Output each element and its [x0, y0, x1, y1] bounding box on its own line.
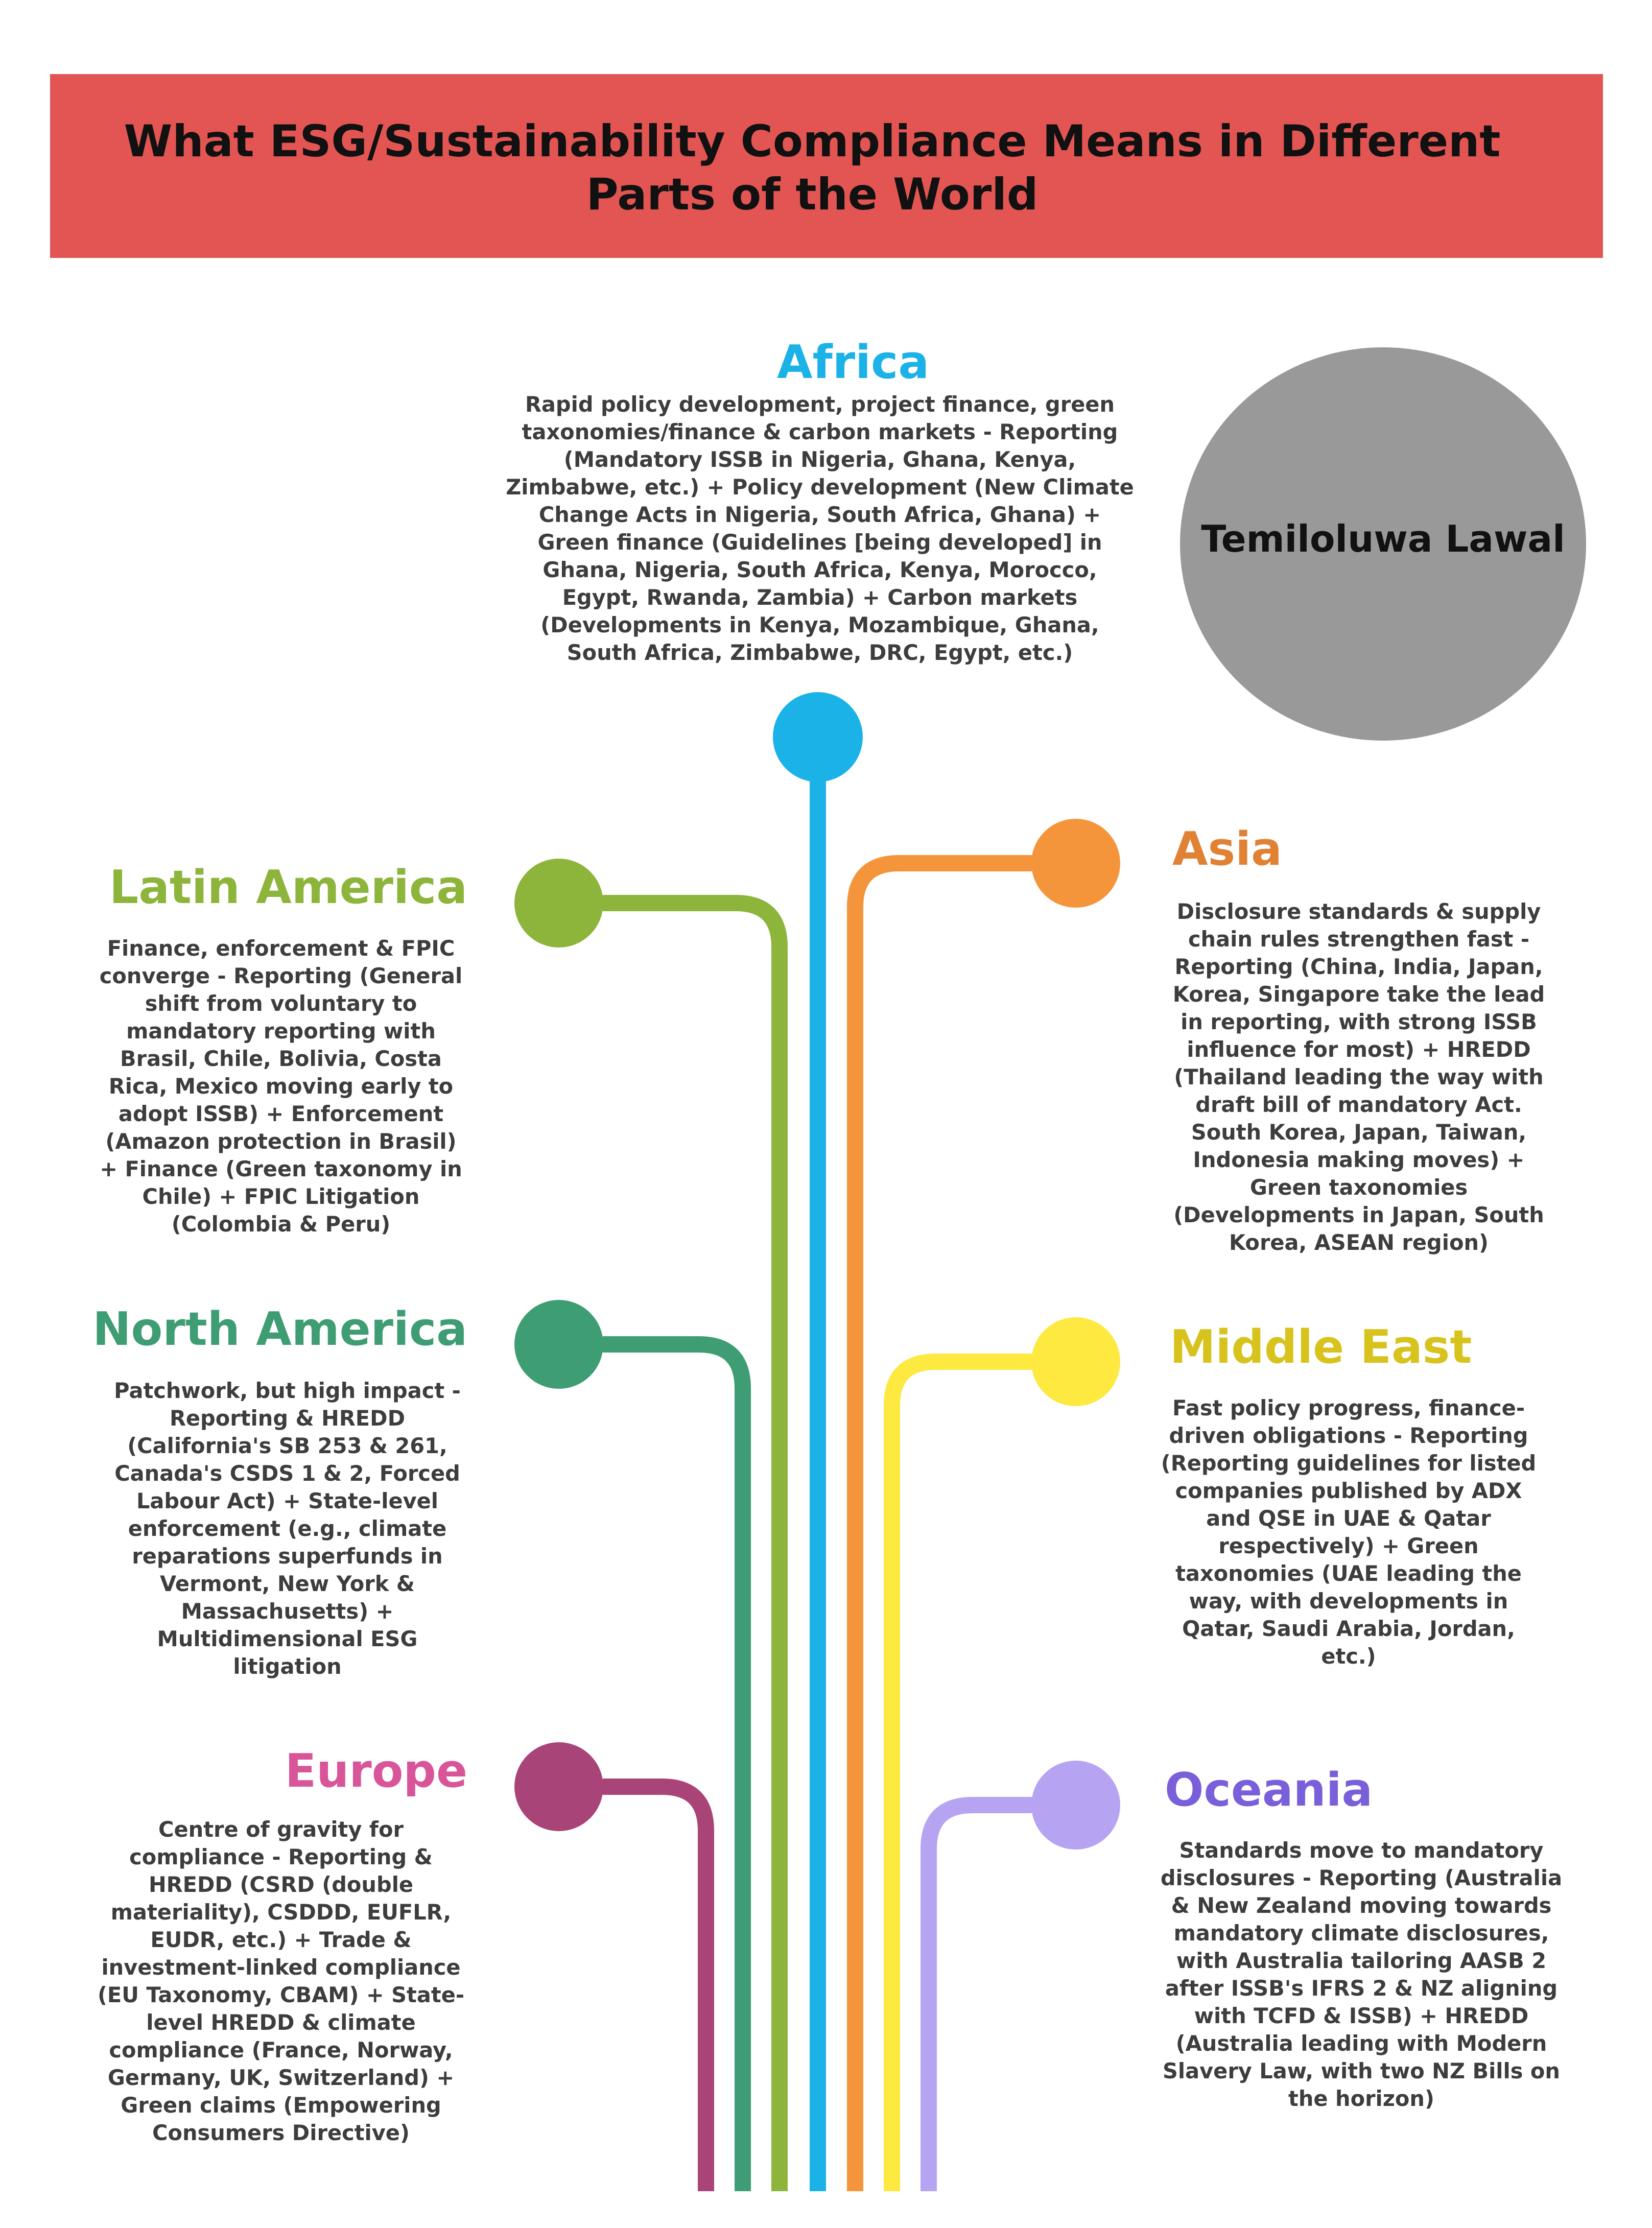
middle-east-description: Fast policy progress, finance-driven obligations - Reporting (Reporting guidelines for listed companies published by ADX and QSE in UAE & Qatar respectively) + Green taxonomies (UAE leading the way, with developments in Qatar, Saudi Arabia, Jordan, etc.)	[1161, 1395, 1537, 1669]
latin-america-branch	[603, 903, 780, 2191]
author-name: Temiloluwa Lawal	[1201, 517, 1565, 560]
europe-branch	[603, 1787, 706, 2191]
africa-title: Africa	[776, 336, 930, 389]
latin-america-description: Finance, enforcement & FPIC converge - Reporting (General shift from voluntary to mandatory reporting with Brasil, Chile, Bolivia, Costa Rica, Mexico moving early to adopt ISSB) + Enforcement (Amazon protection in Brasil) + Finance (Green taxonomy in Chile) + FPIC Litigation (Colombia & Peru)	[99, 936, 463, 1237]
north-america-node	[514, 1300, 603, 1389]
europe-node	[514, 1742, 603, 1831]
asia-title: Asia	[1172, 822, 1282, 876]
north-america-description: Patchwork, but high impact - Reporting & HREDD (California's SB 253 & 261, Canada's CSDS 1 & 2, Forced Labour Act) + State-level enforcement (e.g., climate reparations superfunds in Vermont, New York & Massachusetts) + Multidimensional ESG litigation	[114, 1378, 461, 1679]
asia-node	[1031, 819, 1120, 908]
asia-branch	[855, 863, 1032, 2191]
north-america-branch	[603, 1344, 743, 2191]
latin-america-node	[514, 859, 603, 947]
middle-east-branch	[892, 1362, 1032, 2191]
oceania-title: Oceania	[1165, 1763, 1373, 1817]
africa-node	[773, 692, 863, 782]
europe-description: Centre of gravity for compliance - Reporting & HREDD (CSRD (double materiality), CSDDD, EUFLR, EUDR, etc.) + Trade & investment-linked compliance (EU Taxonomy, CBAM) + State-level HREDD & climate compliance (France, Norway, Germany, UK, Switzerland) + Green claims (Empowering Consumers Directive)	[97, 1817, 465, 2145]
latin-america-title: Latin America	[109, 861, 467, 914]
page-title: What ESG/Sustainability Compliance Means in Different Parts of the World	[124, 116, 1501, 220]
middle-east-title: Middle East	[1170, 1320, 1472, 1374]
europe-title: Europe	[285, 1744, 467, 1798]
middle-east-node	[1031, 1317, 1120, 1406]
oceania-description: Standards move to mandatory disclosures - Reporting (Australia & New Zealand moving towards mandatory climate disclosures, with Australia tailoring AASB 2 after ISSB's IFRS 2 & NZ aligning with TCFD & ISSB) + HREDD (Australia leading with Modern Slavery Law, with two NZ Bills on the horizon)	[1160, 1838, 1563, 2111]
oceania-branch	[929, 1805, 1032, 2191]
oceania-node	[1031, 1761, 1120, 1850]
asia-description: Disclosure standards & supply chain rules strengthen fast - Reporting (China, India, Japan, Korea, Singapore take the lead in reporting, with strong ISSB influence for most) + HREDD (Thailand leading the way with draft bill of mandatory Act. South Korea, Japan, Taiwan, Indonesia making moves) + Green taxonomies (Developments in Japan, South Korea, ASEAN region)	[1172, 899, 1545, 1255]
north-america-title: North America	[92, 1302, 467, 1356]
africa-description: Rapid policy development, project finance, green taxonomies/finance & carbon markets - Reporting (Mandatory ISSB in Nigeria, Ghana, Kenya, Zimbabwe, etc.) + Policy development (New Climate Change Acts in Nigeria, South Africa, Ghana) + Green finance (Guidelines [being developed] in Ghana, Nigeria, South Africa, Kenya, Morocco, Egypt, Rwanda, Zambia) + Carbon markets (Developments in Kenya, Mozambique, Ghana, South Africa, Zimbabwe, DRC, Egypt, etc.)	[506, 392, 1134, 665]
